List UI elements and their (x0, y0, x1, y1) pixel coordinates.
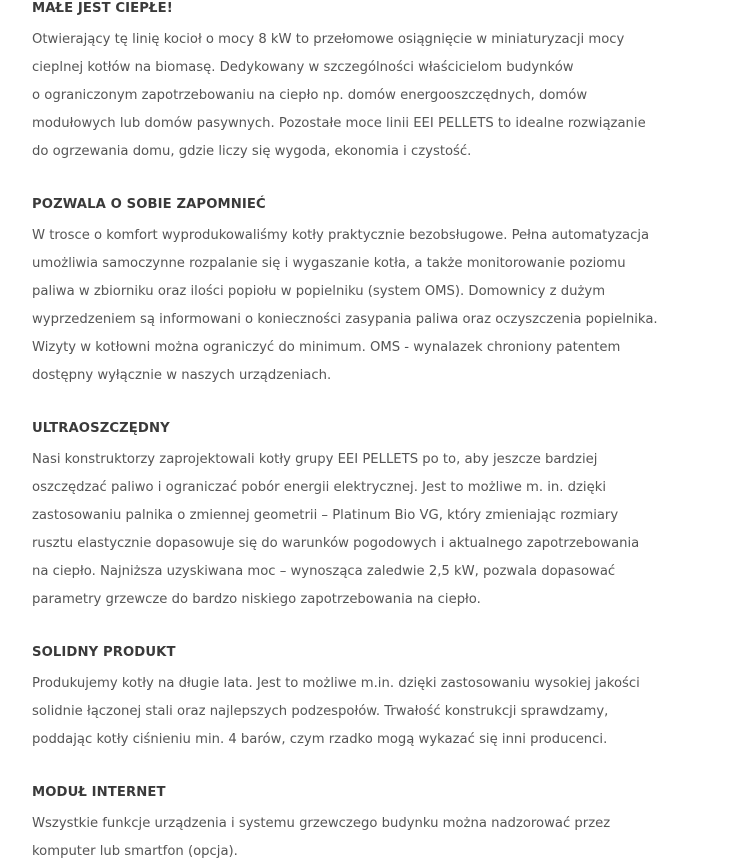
body-line: wyprzedzeniem są informowani o konieczności zasypania paliwa oraz oczyszczenia popielnika. (32, 312, 658, 327)
section-heading: MODUŁ INTERNET (32, 785, 166, 800)
body-line: Wszystkie funkcje urządzenia i systemu grzewczego budynku można nadzorować przez (32, 816, 611, 831)
body-line: o ograniczonym zapotrzebowaniu na ciepło np. domów energooszczędnych, domów (32, 88, 588, 103)
body-line: cieplnej kotłów na biomasę. Dedykowany w szczególności właścicielom budynków (32, 60, 574, 75)
body-line: na ciepło. Najniższa uzyskiwana moc – wynosząca zaledwie 2,5 kW, pozwala dopasować (32, 564, 616, 579)
section-body (32, 26, 722, 166)
section-body (32, 446, 722, 614)
body-line: oszczędzać paliwo i ograniczać pobór energii elektrycznej. Jest to możliwe m. in. dzięki (32, 480, 607, 495)
body-line: solidnie łączonej stali oraz najlepszych podzespołów. Trwałość konstrukcji sprawdzamy, (32, 704, 609, 719)
section-body (32, 670, 722, 754)
section-ultraoszczedny (32, 420, 722, 614)
body-line: rusztu elastycznie dopasowuje się do warunków pogodowych i aktualnego zapotrzebowania (32, 536, 640, 551)
section-solidny-produkt (32, 644, 722, 754)
section-heading: POZWALA O SOBIE ZAPOMNIEĆ (32, 197, 266, 212)
body-line: dostępny wyłącznie w naszych urządzeniach. (32, 368, 332, 383)
section-modul-internet (32, 784, 722, 866)
section-heading: ULTRAOSZCZĘDNY (32, 421, 170, 436)
section-heading: MAŁE JEST CIEPŁE! (32, 1, 173, 16)
body-line: do ogrzewania domu, gdzie liczy się wygoda, ekonomia i czystość. (32, 144, 472, 159)
section-body (32, 810, 722, 866)
section-body (32, 222, 722, 390)
section-heading: SOLIDNY PRODUKT (32, 645, 176, 660)
body-line: Wizyty w kotłowni można ograniczyć do minimum. OMS - wynalazek chroniony patentem (32, 340, 621, 355)
body-line: W trosce o komfort wyprodukowaliśmy kotły praktycznie bezobsługowe. Pełna automatyzacja (32, 228, 650, 243)
section-pozwala-o-sobie-zapomniec (32, 196, 722, 390)
body-line: Nasi konstruktorzy zaprojektowali kotły grupy EEI PELLETS po to, aby jeszcze bardziej (32, 452, 598, 467)
section-male-jest-cieple (32, 0, 722, 166)
body-line: umożliwia samoczynne rozpalanie się i wygaszanie kotła, a także monitorowanie poziomu (32, 256, 626, 271)
body-line: poddając kotły ciśnieniu min. 4 barów, czym rzadko mogą wykazać się inni producenci. (32, 732, 608, 747)
body-line: Otwierający tę linię kocioł o mocy 8 kW to przełomowe osiągnięcie w miniaturyzacji mocy (32, 32, 625, 47)
body-line: zastosowaniu palnika o zmiennej geometrii – Platinum Bio VG, który zmieniając rozmiary (32, 508, 619, 523)
body-line: paliwa w zbiorniku oraz ilości popiołu w popielniku (system OMS). Domownicy z dużym (32, 284, 606, 299)
body-line: modułowych lub domów pasywnych. Pozostałe moce linii EEI PELLETS to idealne rozwiązanie (32, 116, 646, 131)
body-line: parametry grzewcze do bardzo niskiego zapotrzebowania na ciepło. (32, 592, 481, 607)
body-line: Produkujemy kotły na długie lata. Jest to możliwe m.in. dzięki zastosowaniu wysokiej jakości (32, 676, 640, 691)
body-line: komputer lub smartfon (opcja). (32, 844, 238, 859)
